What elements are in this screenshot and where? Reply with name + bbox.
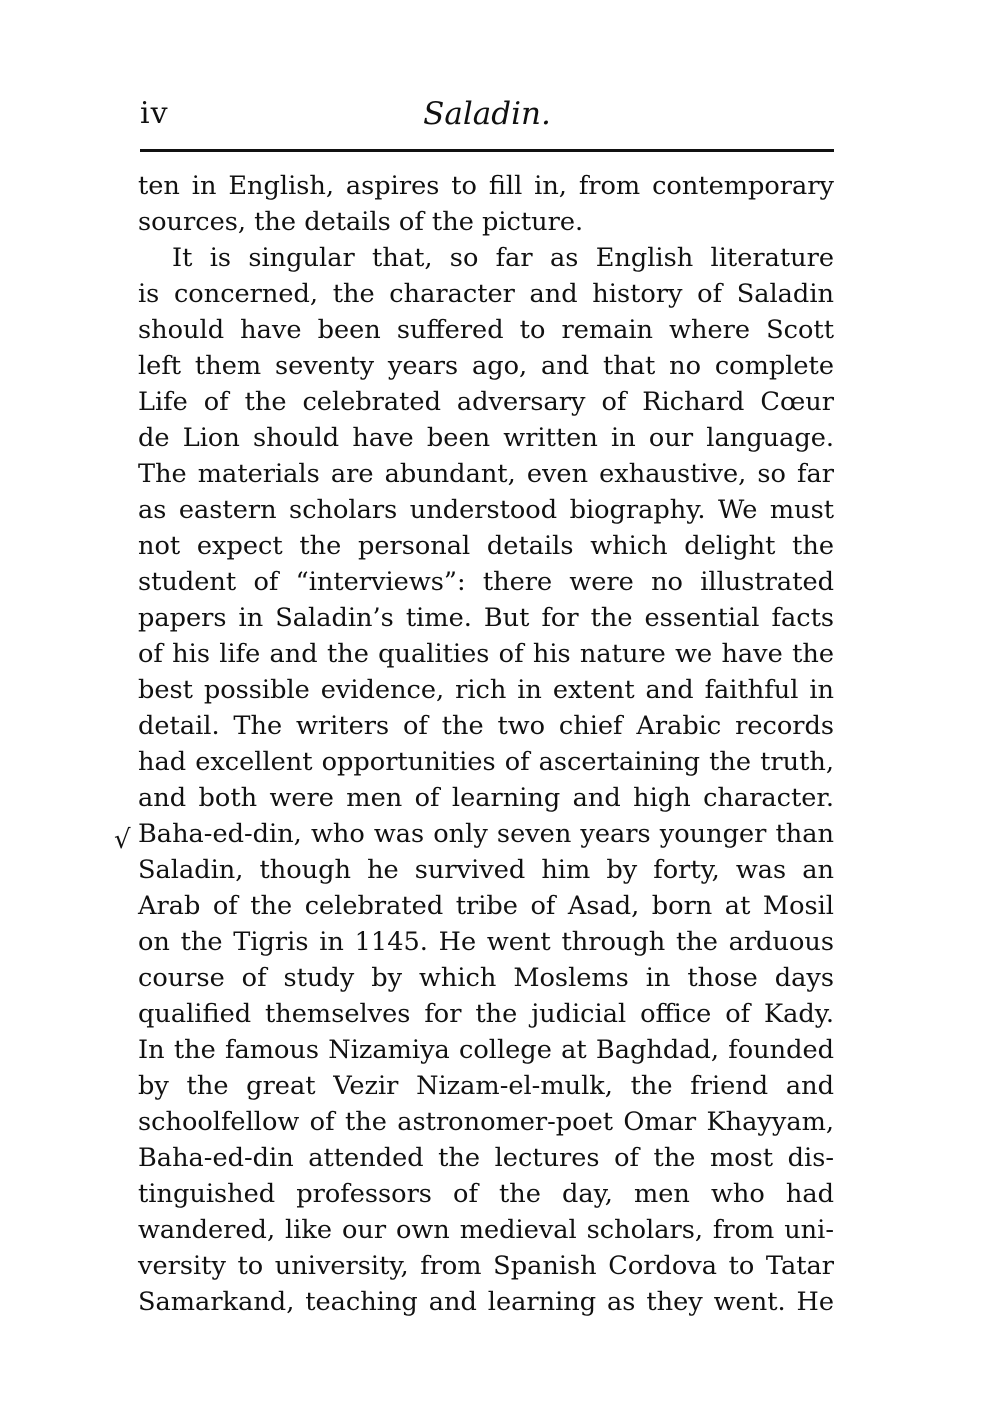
text-line: wandered, like our own medieval scholars, from uni- [138,1215,834,1245]
text-line: as eastern scholars understood biography. We must [138,495,834,525]
margin-check-mark: √ [114,825,131,855]
text-line: Samarkand, teaching and learning as they went. He [138,1287,834,1317]
text-line: tinguished professors of the day, men who had [138,1179,834,1209]
text-line: left them seventy years ago, and that no complete [138,351,834,381]
text-line: Arab of the celebrated tribe of Asad, born at Mosil [138,891,834,921]
text-line: Baha-ed-din attended the lectures of the most dis- [138,1143,834,1173]
text-line: The materials are abundant, even exhaustive, so far [138,459,834,489]
text-line: had excellent opportunities of ascertaining the truth, [138,747,834,777]
text-line: schoolfellow of the astronomer-poet Omar Khayyam, [138,1107,834,1137]
text-line: papers in Saladin’s time. But for the essential facts [138,603,834,633]
running-title: Saladin. [423,96,551,132]
text-line: student of “interviews”: there were no illustrated [138,567,834,597]
text-line: Saladin, though he survived him by forty, was an [138,855,834,885]
header-rule [140,149,834,152]
text-line: of his life and the qualities of his nature we have the [138,639,834,669]
page-number: iv [140,96,169,131]
text-line: qualified themselves for the judicial office of Kady. [138,999,834,1029]
text-line: and both were men of learning and high character. [138,783,834,813]
text-line: not expect the personal details which delight the [138,531,834,561]
text-line: Baha-ed-din, who was only seven years younger than [138,819,834,849]
body-text [138,168,834,1320]
text-line: course of study by which Moslems in those days [138,963,834,993]
text-line: versity to university, from Spanish Cordova to Tatar [138,1251,834,1281]
text-line: is concerned, the character and history of Saladin [138,279,834,309]
text-line: on the Tigris in 1145. He went through the arduous [138,927,834,957]
text-line: In the famous Nizamiya college at Baghdad, founded [138,1035,834,1065]
text-line: de Lion should have been written in our language. [138,423,834,453]
text-line: ten in English, aspires to fill in, from contemporary [138,171,834,201]
text-line: detail. The writers of the two chief Arabic records [138,711,834,741]
text-line: Life of the celebrated adversary of Richard Cœur [138,387,834,417]
text-line: sources, the details of the picture. [138,207,584,237]
text-line: best possible evidence, rich in extent and faithful in [138,675,834,705]
text-line: It is singular that, so far as English literature [172,243,834,273]
text-line: by the great Vezir Nizam-el-mulk, the friend and [138,1071,834,1101]
text-line: should have been suffered to remain where Scott [138,315,834,345]
page-header [140,92,834,136]
